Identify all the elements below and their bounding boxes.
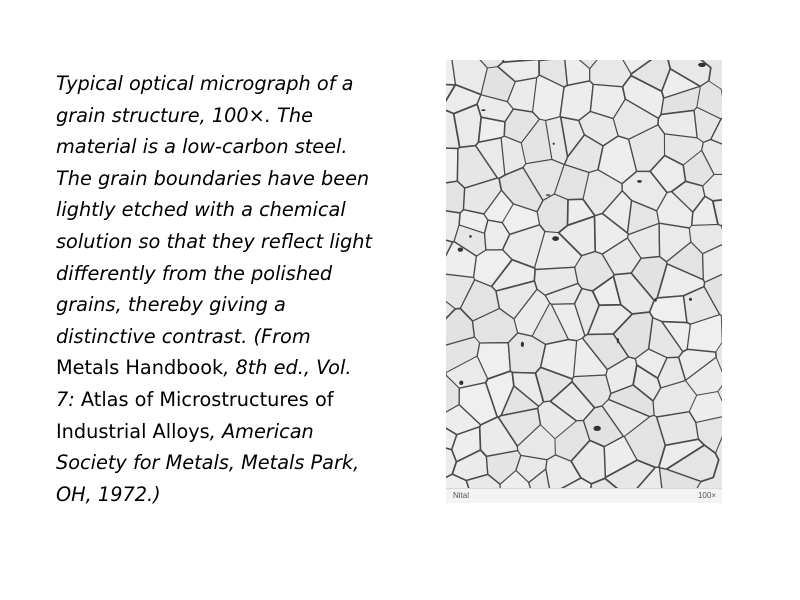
caption-line <box>56 384 416 416</box>
magnification-label: 100× <box>697 491 716 500</box>
caption-run: The grain boundaries have been <box>56 166 370 190</box>
caption-run: Society for Metals, Metals Park, <box>56 451 360 475</box>
caption-line <box>56 321 416 353</box>
micrograph-figure <box>446 60 722 502</box>
inclusion-speck <box>521 342 524 347</box>
caption-run: distinctive contrast. (From <box>56 324 311 348</box>
caption-line <box>56 131 416 163</box>
caption-run: differently from the polished <box>56 261 333 285</box>
etchant-label: Nital <box>453 491 470 500</box>
caption-line <box>56 258 416 290</box>
inclusion-speck <box>552 236 559 241</box>
caption-line <box>56 68 416 100</box>
inclusion-speck <box>481 109 485 111</box>
caption-run: Atlas of Microstructures of <box>80 387 334 411</box>
figure-caption <box>56 68 416 510</box>
inclusion-speck <box>698 63 706 67</box>
inclusion-speck <box>546 194 550 196</box>
caption-run: , 8th ed., Vol. <box>223 356 352 380</box>
caption-line <box>56 289 416 321</box>
grain-boundaries <box>446 60 722 488</box>
grain <box>446 181 465 213</box>
inclusion-speck <box>617 338 619 343</box>
caption-line <box>56 352 416 384</box>
caption-line <box>56 447 416 479</box>
caption-line <box>56 194 416 226</box>
caption-run: , American <box>209 419 314 443</box>
inclusion-speck <box>459 381 463 385</box>
caption-run: lightly etched with a chemical <box>56 198 346 222</box>
micrograph-image <box>446 60 722 488</box>
caption-run: material is a low-carbon steel. <box>56 135 348 159</box>
caption-run: grain structure, 100×. The <box>56 103 313 127</box>
caption-run: 7: <box>56 387 81 411</box>
inclusion-speck <box>689 298 692 301</box>
inclusion-speck <box>655 298 657 302</box>
caption-line <box>56 226 416 258</box>
caption-line <box>56 100 416 132</box>
inclusion-speck <box>469 235 471 238</box>
caption-run: OH, 1972.) <box>56 482 161 506</box>
caption-run: Industrial Alloys <box>56 419 210 443</box>
inclusion-speck <box>637 180 642 183</box>
caption-run: Metals Handbook <box>56 356 224 380</box>
caption-run: Typical optical micrograph of a <box>56 72 354 95</box>
caption-line <box>56 479 416 511</box>
grain <box>446 146 458 184</box>
caption-run: solution so that they reflect light <box>56 229 373 253</box>
caption-run: grains, thereby giving a <box>56 293 286 317</box>
inclusion-speck <box>594 426 601 431</box>
micrograph-footer <box>446 488 722 503</box>
inclusion-speck <box>458 248 463 252</box>
caption-line <box>56 163 416 195</box>
inclusion-speck <box>553 143 555 145</box>
caption-line <box>56 416 416 448</box>
